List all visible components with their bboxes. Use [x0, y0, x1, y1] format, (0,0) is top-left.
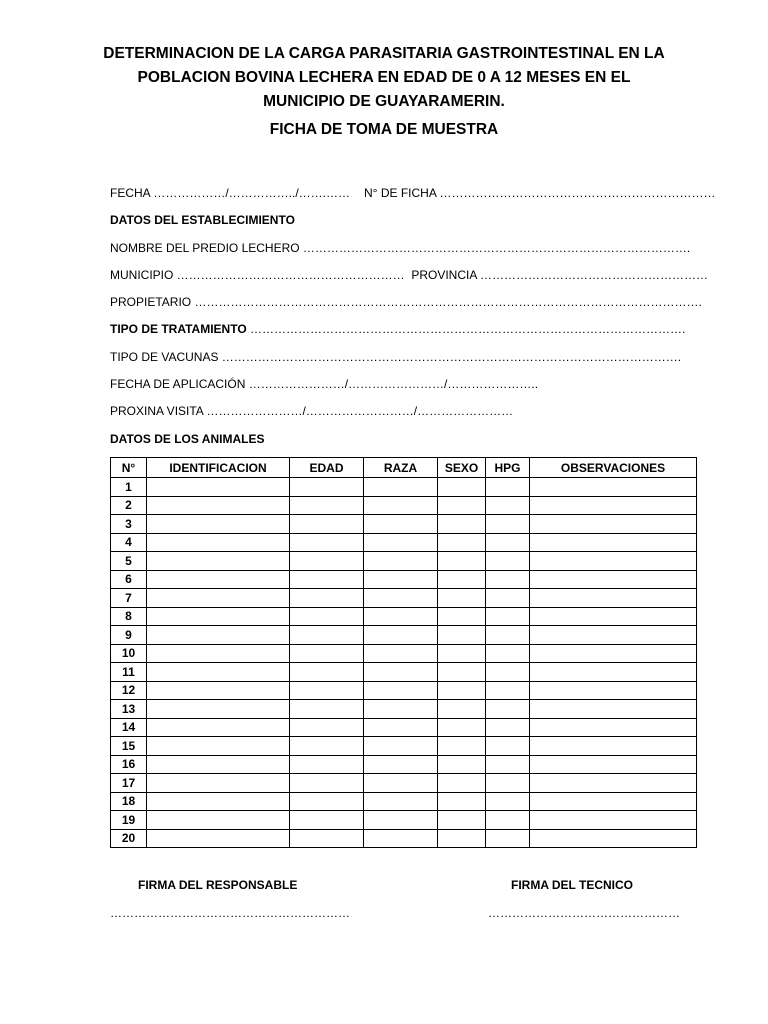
sexo-cell[interactable]	[438, 552, 486, 571]
animals-table	[110, 457, 697, 848]
sexo-cell[interactable]	[438, 737, 486, 756]
edad-cell[interactable]	[290, 589, 364, 608]
observaciones-cell[interactable]	[530, 478, 697, 497]
tipo-vacunas-field[interactable]: TIPO DE VACUNAS …………………………………………………………………………………………………….	[110, 350, 682, 364]
raza-cell[interactable]	[364, 755, 438, 774]
provincia-field[interactable]: PROVINCIA …………………………………………………	[411, 268, 709, 282]
tipo-tratamiento-dots: ……………………………………………………………………………………………….	[246, 322, 686, 336]
table-row	[111, 755, 697, 774]
row-number-cell: 7	[111, 589, 147, 608]
identificacion-cell[interactable]	[147, 552, 290, 571]
raza-cell[interactable]	[364, 663, 438, 682]
sexo-cell[interactable]	[438, 515, 486, 534]
edad-cell[interactable]	[290, 552, 364, 571]
header-edad: EDAD	[290, 458, 364, 478]
observaciones-cell[interactable]	[530, 681, 697, 700]
form-subtitle: FICHA DE TOMA DE MUESTRA	[269, 121, 499, 138]
observaciones-cell[interactable]	[530, 811, 697, 830]
row-number-cell: 3	[111, 515, 147, 534]
propietario-field[interactable]: PROPIETARIO ……………………………………………………………………………………………………………….	[110, 295, 702, 309]
document-title	[60, 42, 708, 114]
raza-cell[interactable]	[364, 774, 438, 793]
hpg-cell[interactable]	[486, 829, 530, 848]
nombre-predio-field[interactable]: NOMBRE DEL PREDIO LECHERO …………………………………………………………………………………….	[110, 241, 691, 255]
identificacion-cell[interactable]	[147, 737, 290, 756]
identificacion-cell[interactable]	[147, 718, 290, 737]
sexo-cell[interactable]	[438, 533, 486, 552]
hpg-cell[interactable]	[486, 552, 530, 571]
tipo-tratamiento-row[interactable]	[110, 321, 685, 337]
raza-cell[interactable]	[364, 478, 438, 497]
table-row	[111, 829, 697, 848]
identificacion-cell[interactable]	[147, 570, 290, 589]
sexo-cell[interactable]	[438, 570, 486, 589]
raza-cell[interactable]	[364, 737, 438, 756]
raza-cell[interactable]	[364, 644, 438, 663]
identificacion-cell[interactable]	[147, 607, 290, 626]
observaciones-cell[interactable]	[530, 607, 697, 626]
table-header-row	[111, 458, 697, 478]
sexo-cell[interactable]	[438, 755, 486, 774]
table-row	[111, 515, 697, 534]
sexo-cell[interactable]	[438, 681, 486, 700]
table-row	[111, 589, 697, 608]
raza-cell[interactable]	[364, 811, 438, 830]
row-number-cell: 1	[111, 478, 147, 497]
identificacion-cell[interactable]	[147, 589, 290, 608]
row-number-cell: 16	[111, 755, 147, 774]
sexo-cell[interactable]	[438, 718, 486, 737]
sexo-cell[interactable]	[438, 829, 486, 848]
edad-cell[interactable]	[290, 774, 364, 793]
observaciones-cell[interactable]	[530, 755, 697, 774]
title-line-2: POBLACION BOVINA LECHERA EN EDAD DE 0 A 12 MESES EN EL	[137, 69, 631, 86]
raza-cell[interactable]	[364, 589, 438, 608]
row-number-cell: 10	[111, 644, 147, 663]
identificacion-cell[interactable]	[147, 626, 290, 645]
row-number-cell: 8	[111, 607, 147, 626]
header-observaciones: OBSERVACIONES	[530, 458, 697, 478]
date-ficha-row	[110, 185, 716, 201]
table-row	[111, 626, 697, 645]
observaciones-cell[interactable]	[530, 552, 697, 571]
firma-responsable-line[interactable]: ……………………………………………………	[110, 906, 350, 920]
identificacion-cell[interactable]	[147, 811, 290, 830]
hpg-cell[interactable]	[486, 626, 530, 645]
section-heading-establecimiento: DATOS DEL ESTABLECIMIENTO	[110, 213, 295, 227]
row-number-cell: 4	[111, 533, 147, 552]
header-raza: RAZA	[364, 458, 438, 478]
observaciones-cell[interactable]	[530, 644, 697, 663]
observaciones-cell[interactable]	[530, 663, 697, 682]
hpg-cell[interactable]	[486, 774, 530, 793]
observaciones-cell[interactable]	[530, 626, 697, 645]
hpg-cell[interactable]	[486, 478, 530, 497]
identificacion-cell[interactable]	[147, 644, 290, 663]
identificacion-cell[interactable]	[147, 700, 290, 719]
header-numero: N°	[111, 458, 147, 478]
header-sexo: SEXO	[438, 458, 486, 478]
observaciones-cell[interactable]	[530, 792, 697, 811]
raza-cell[interactable]	[364, 570, 438, 589]
observaciones-cell[interactable]	[530, 515, 697, 534]
identificacion-cell[interactable]	[147, 478, 290, 497]
table-row	[111, 774, 697, 793]
sexo-cell[interactable]	[438, 644, 486, 663]
hpg-cell[interactable]	[486, 718, 530, 737]
table-row	[111, 644, 697, 663]
observaciones-cell[interactable]	[530, 829, 697, 848]
table-row	[111, 570, 697, 589]
table-row	[111, 478, 697, 497]
edad-cell[interactable]	[290, 570, 364, 589]
municipio-provincia-row	[110, 267, 708, 283]
row-number-cell: 2	[111, 496, 147, 515]
proxima-visita-field[interactable]: PROXINA VISITA ……………………/………………………/……………………	[110, 404, 514, 418]
sexo-cell[interactable]	[438, 774, 486, 793]
hpg-cell[interactable]	[486, 700, 530, 719]
raza-cell[interactable]	[364, 792, 438, 811]
observaciones-cell[interactable]	[530, 570, 697, 589]
table-row	[111, 496, 697, 515]
identificacion-cell[interactable]	[147, 792, 290, 811]
fecha-field[interactable]: FECHA ………………/……………../…….……	[110, 186, 351, 200]
observaciones-cell[interactable]	[530, 718, 697, 737]
fecha-aplicacion-field[interactable]: FECHA DE APLICACIÓN ……………………/……………………/…………………..	[110, 377, 539, 391]
row-number-cell: 15	[111, 737, 147, 756]
hpg-cell[interactable]	[486, 792, 530, 811]
identificacion-cell[interactable]	[147, 496, 290, 515]
row-number-cell: 13	[111, 700, 147, 719]
table-row	[111, 663, 697, 682]
edad-cell[interactable]	[290, 718, 364, 737]
sexo-cell[interactable]	[438, 478, 486, 497]
raza-cell[interactable]	[364, 626, 438, 645]
edad-cell[interactable]	[290, 811, 364, 830]
firma-tecnico-line[interactable]: …………………………………………	[488, 906, 680, 920]
row-number-cell: 14	[111, 718, 147, 737]
identificacion-cell[interactable]	[147, 681, 290, 700]
raza-cell[interactable]	[364, 681, 438, 700]
raza-cell[interactable]	[364, 700, 438, 719]
identificacion-cell[interactable]	[147, 829, 290, 848]
edad-cell[interactable]	[290, 700, 364, 719]
hpg-cell[interactable]	[486, 811, 530, 830]
table-row	[111, 681, 697, 700]
hpg-cell[interactable]	[486, 644, 530, 663]
edad-cell[interactable]	[290, 626, 364, 645]
hpg-cell[interactable]	[486, 533, 530, 552]
raza-cell[interactable]	[364, 829, 438, 848]
identificacion-cell[interactable]	[147, 774, 290, 793]
section-heading-animales: DATOS DE LOS ANIMALES	[110, 432, 265, 446]
sexo-cell[interactable]	[438, 626, 486, 645]
raza-cell[interactable]	[364, 533, 438, 552]
hpg-cell[interactable]	[486, 589, 530, 608]
observaciones-cell[interactable]	[530, 774, 697, 793]
row-number-cell: 12	[111, 681, 147, 700]
row-number-cell: 11	[111, 663, 147, 682]
hpg-cell[interactable]	[486, 496, 530, 515]
table-row	[111, 811, 697, 830]
observaciones-cell[interactable]	[530, 700, 697, 719]
raza-cell[interactable]	[364, 552, 438, 571]
raza-cell[interactable]	[364, 607, 438, 626]
hpg-cell[interactable]	[486, 515, 530, 534]
row-number-cell: 19	[111, 811, 147, 830]
row-number-cell: 9	[111, 626, 147, 645]
table-row	[111, 737, 697, 756]
identificacion-cell[interactable]	[147, 755, 290, 774]
sexo-cell[interactable]	[438, 663, 486, 682]
table-row	[111, 607, 697, 626]
table-row	[111, 533, 697, 552]
edad-cell[interactable]	[290, 496, 364, 515]
municipio-field[interactable]: MUNICIPIO …………………………………………………	[110, 268, 405, 282]
hpg-cell[interactable]	[486, 570, 530, 589]
hpg-cell[interactable]	[486, 663, 530, 682]
identificacion-cell[interactable]	[147, 533, 290, 552]
edad-cell[interactable]	[290, 663, 364, 682]
edad-cell[interactable]	[290, 792, 364, 811]
edad-cell[interactable]	[290, 755, 364, 774]
edad-cell[interactable]	[290, 478, 364, 497]
edad-cell[interactable]	[290, 533, 364, 552]
sexo-cell[interactable]	[438, 607, 486, 626]
edad-cell[interactable]	[290, 681, 364, 700]
observaciones-cell[interactable]	[530, 589, 697, 608]
table-row	[111, 792, 697, 811]
row-number-cell: 5	[111, 552, 147, 571]
edad-cell[interactable]	[290, 737, 364, 756]
table-row	[111, 552, 697, 571]
identificacion-cell[interactable]	[147, 515, 290, 534]
raza-cell[interactable]	[364, 515, 438, 534]
hpg-cell[interactable]	[486, 681, 530, 700]
row-number-cell: 18	[111, 792, 147, 811]
firma-responsable-label: FIRMA DEL RESPONSABLE	[138, 878, 298, 892]
row-number-cell: 17	[111, 774, 147, 793]
row-number-cell: 20	[111, 829, 147, 848]
edad-cell[interactable]	[290, 829, 364, 848]
header-hpg: HPG	[486, 458, 530, 478]
observaciones-cell[interactable]	[530, 533, 697, 552]
tipo-tratamiento-label: TIPO DE TRATAMIENTO	[110, 322, 247, 336]
edad-cell[interactable]	[290, 644, 364, 663]
sexo-cell[interactable]	[438, 496, 486, 515]
hpg-cell[interactable]	[486, 607, 530, 626]
firma-tecnico-label: FIRMA DEL TECNICO	[511, 878, 633, 892]
raza-cell[interactable]	[364, 718, 438, 737]
edad-cell[interactable]	[290, 515, 364, 534]
sexo-cell[interactable]	[438, 792, 486, 811]
numero-ficha-field[interactable]: N° DE FICHA ……………………………………………………………	[364, 186, 716, 200]
observaciones-cell[interactable]	[530, 496, 697, 515]
sexo-cell[interactable]	[438, 589, 486, 608]
edad-cell[interactable]	[290, 607, 364, 626]
title-line-1: DETERMINACION DE LA CARGA PARASITARIA GASTROINTESTINAL EN LA	[103, 45, 665, 62]
observaciones-cell[interactable]	[530, 737, 697, 756]
header-identificacion: IDENTIFICACION	[147, 458, 290, 478]
table-row	[111, 700, 697, 719]
identificacion-cell[interactable]	[147, 663, 290, 682]
row-number-cell: 6	[111, 570, 147, 589]
table-row	[111, 718, 697, 737]
hpg-cell[interactable]	[486, 737, 530, 756]
raza-cell[interactable]	[364, 496, 438, 515]
title-line-3: MUNICIPIO DE GUAYARAMERIN.	[263, 93, 505, 110]
hpg-cell[interactable]	[486, 755, 530, 774]
sexo-cell[interactable]	[438, 811, 486, 830]
sexo-cell[interactable]	[438, 700, 486, 719]
